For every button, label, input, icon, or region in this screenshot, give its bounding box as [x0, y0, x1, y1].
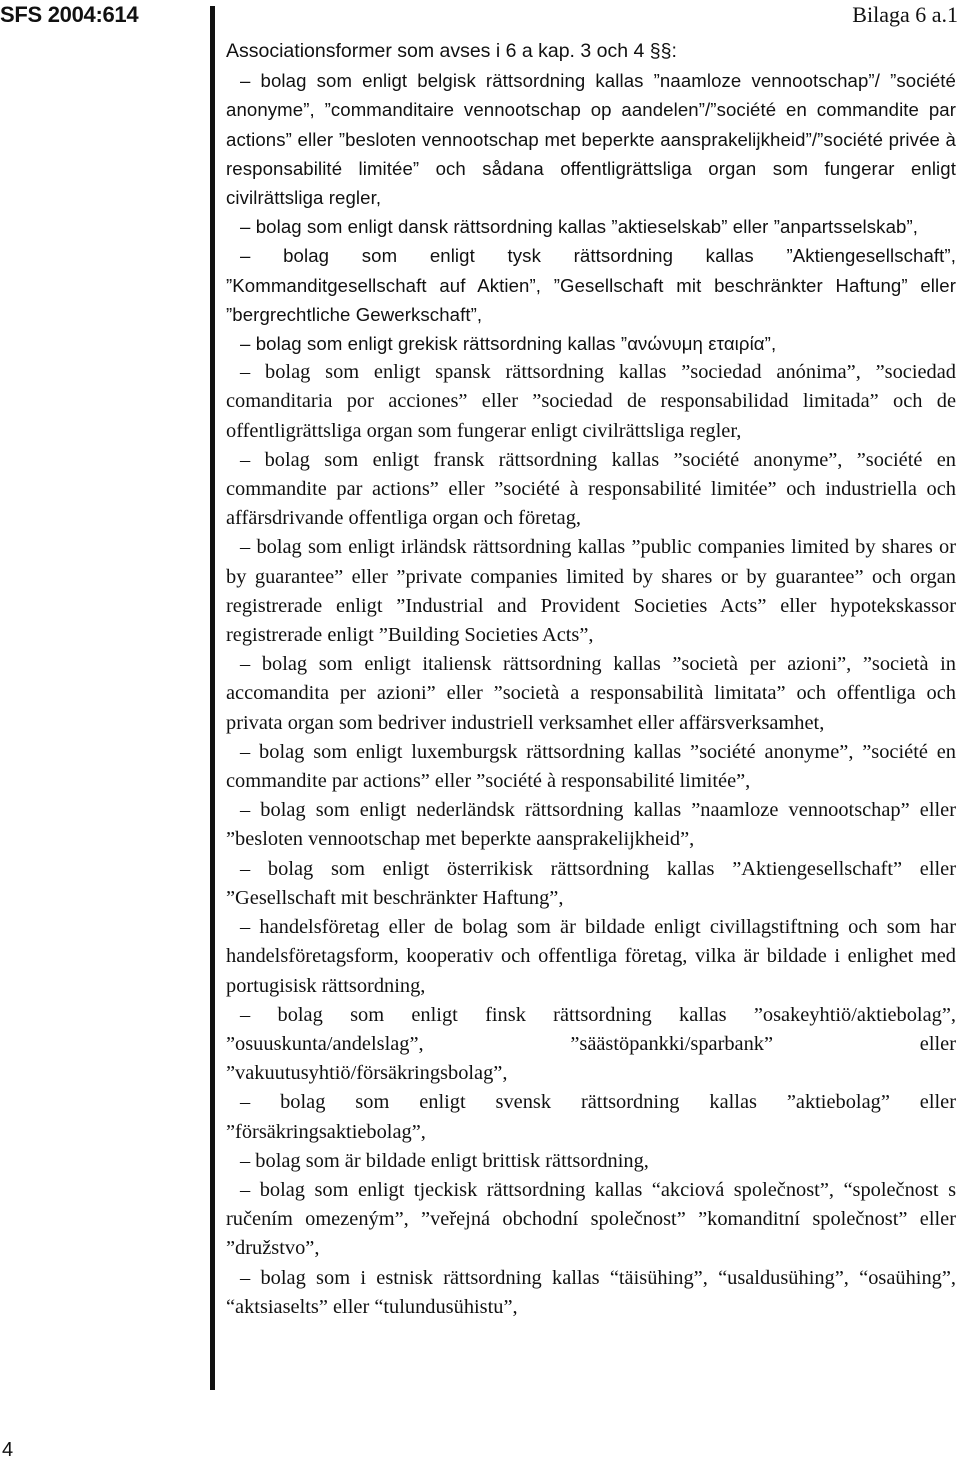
list-item: – bolag som enligt spansk rättsordning kallas ”sociedad anónima”, ”sociedad comanditaria por acciones” eller ”sociedad de responsabilidad limitada” och de offentligrättsliga organ som fungerar enligt civilrättsliga regler, — [226, 358, 956, 446]
list-item: – bolag som enligt italiensk rättsordning kallas ”società per azioni”, ”società in accomandita per azioni” eller ”società a responsabilità limitata” och offentliga och privata organ som bedriver industriell verksamhet eller affärsverksamhet, — [226, 650, 956, 738]
list-item: – bolag som enligt irländsk rättsordning kallas ”public companies limited by shares or by guarantee” eller ”private companies limited by shares or by guarantee” och organ registrerade enligt ”Industrial and Provident Societies Acts” eller hypotekskassor registrerade enligt ”Building Societies Acts”, — [226, 533, 956, 650]
list-item: – bolag som enligt belgisk rättsordning kallas ”naamloze vennootschap”/ ”société anonyme”, ”commanditaire vennootschap op aandelen”/”société en commandite par actions” eller ”besloten vennootschap met beperkte aansprakelijkheid”/”société privée à responsabilité limitée” och sådana offentligrättsliga organ som fungerar enligt civilrättsliga regler, — [226, 66, 956, 212]
document-body — [226, 37, 956, 1322]
list-item: – bolag som enligt grekisk rättsordning kallas ”ανώνυμη εταιρία”, — [226, 329, 956, 358]
intro-text: Associationsformer som avses i 6 a kap. 3 och 4 §§: — [226, 40, 677, 62]
list-item: – bolag som enligt fransk rättsordning kallas ”société anonyme”, ”société en commandite par actions” eller ”société à responsabilité limitée” och industriella och affärsdrivande offentliga organ och företag, — [226, 446, 956, 534]
list-item: – bolag som enligt svensk rättsordning kallas ”aktiebolag” eller ”försäkringsaktiebolag”, — [226, 1088, 956, 1146]
company-form-list — [226, 66, 956, 1322]
list-item: – bolag som enligt österrikisk rättsordning kallas ”Aktiengesellschaft” eller ”Gesellschaft mit beschränkter Haftung”, — [226, 855, 956, 913]
list-item: – bolag som enligt finsk rättsordning kallas ”osakeyhtiö/aktiebolag”, ”osuuskunta/andelslag”, ”säästöpankki/sparbank” eller ”vakuutusyhtiö/försäkringsbolag”, — [226, 1001, 956, 1089]
list-item: – bolag som i estnisk rättsordning kallas “täisühing”, “usaldusühing”, “osaühing”, “aktsiaselts” eller “tulundusühistu”, — [226, 1264, 956, 1322]
list-item: – bolag som enligt tysk rättsordning kallas ”Aktiengesellschaft”, ”Kommanditgesellschaft auf Aktien”, ”Gesellschaft mit beschränkter Haftung” eller ”bergrechtliche Gewerkschaft”, — [226, 241, 956, 329]
list-item: – bolag som enligt dansk rättsordning kallas ”aktieselskab” eller ”anpartsselskab”, — [226, 212, 956, 241]
page-number: 4 — [2, 1439, 14, 1461]
sfs-number: SFS 2004:614 — [0, 2, 139, 27]
list-item: – handelsföretag eller de bolag som är bildade enligt civillagstiftning och som har handelsföretagsform, kooperativ och offentliga företag, vilka är bildade i enlighet med portugisisk rättsordning, — [226, 913, 956, 1001]
list-item: – bolag som enligt tjeckisk rättsordning kallas “akciová společnost”, “společnost s ručením omezeným”, ”veřejná obchodní společnost” ”komanditní společnost” eller ”družstvo”, — [226, 1176, 956, 1264]
list-item: – bolag som enligt nederländsk rättsordning kallas ”naamloze vennootschap” eller ”besloten vennootschap met beperkte aansprakelijkheid”, — [226, 796, 956, 854]
margin-rule — [210, 6, 215, 1390]
appendix-label: Bilaga 6 a.1 — [852, 2, 958, 27]
list-item: – bolag som är bildade enligt brittisk rättsordning, — [226, 1147, 956, 1176]
list-item: – bolag som enligt luxemburgsk rättsordning kallas ”société anonyme”, ”société en commandite par actions” eller ”société à responsabilité limitée”, — [226, 738, 956, 796]
